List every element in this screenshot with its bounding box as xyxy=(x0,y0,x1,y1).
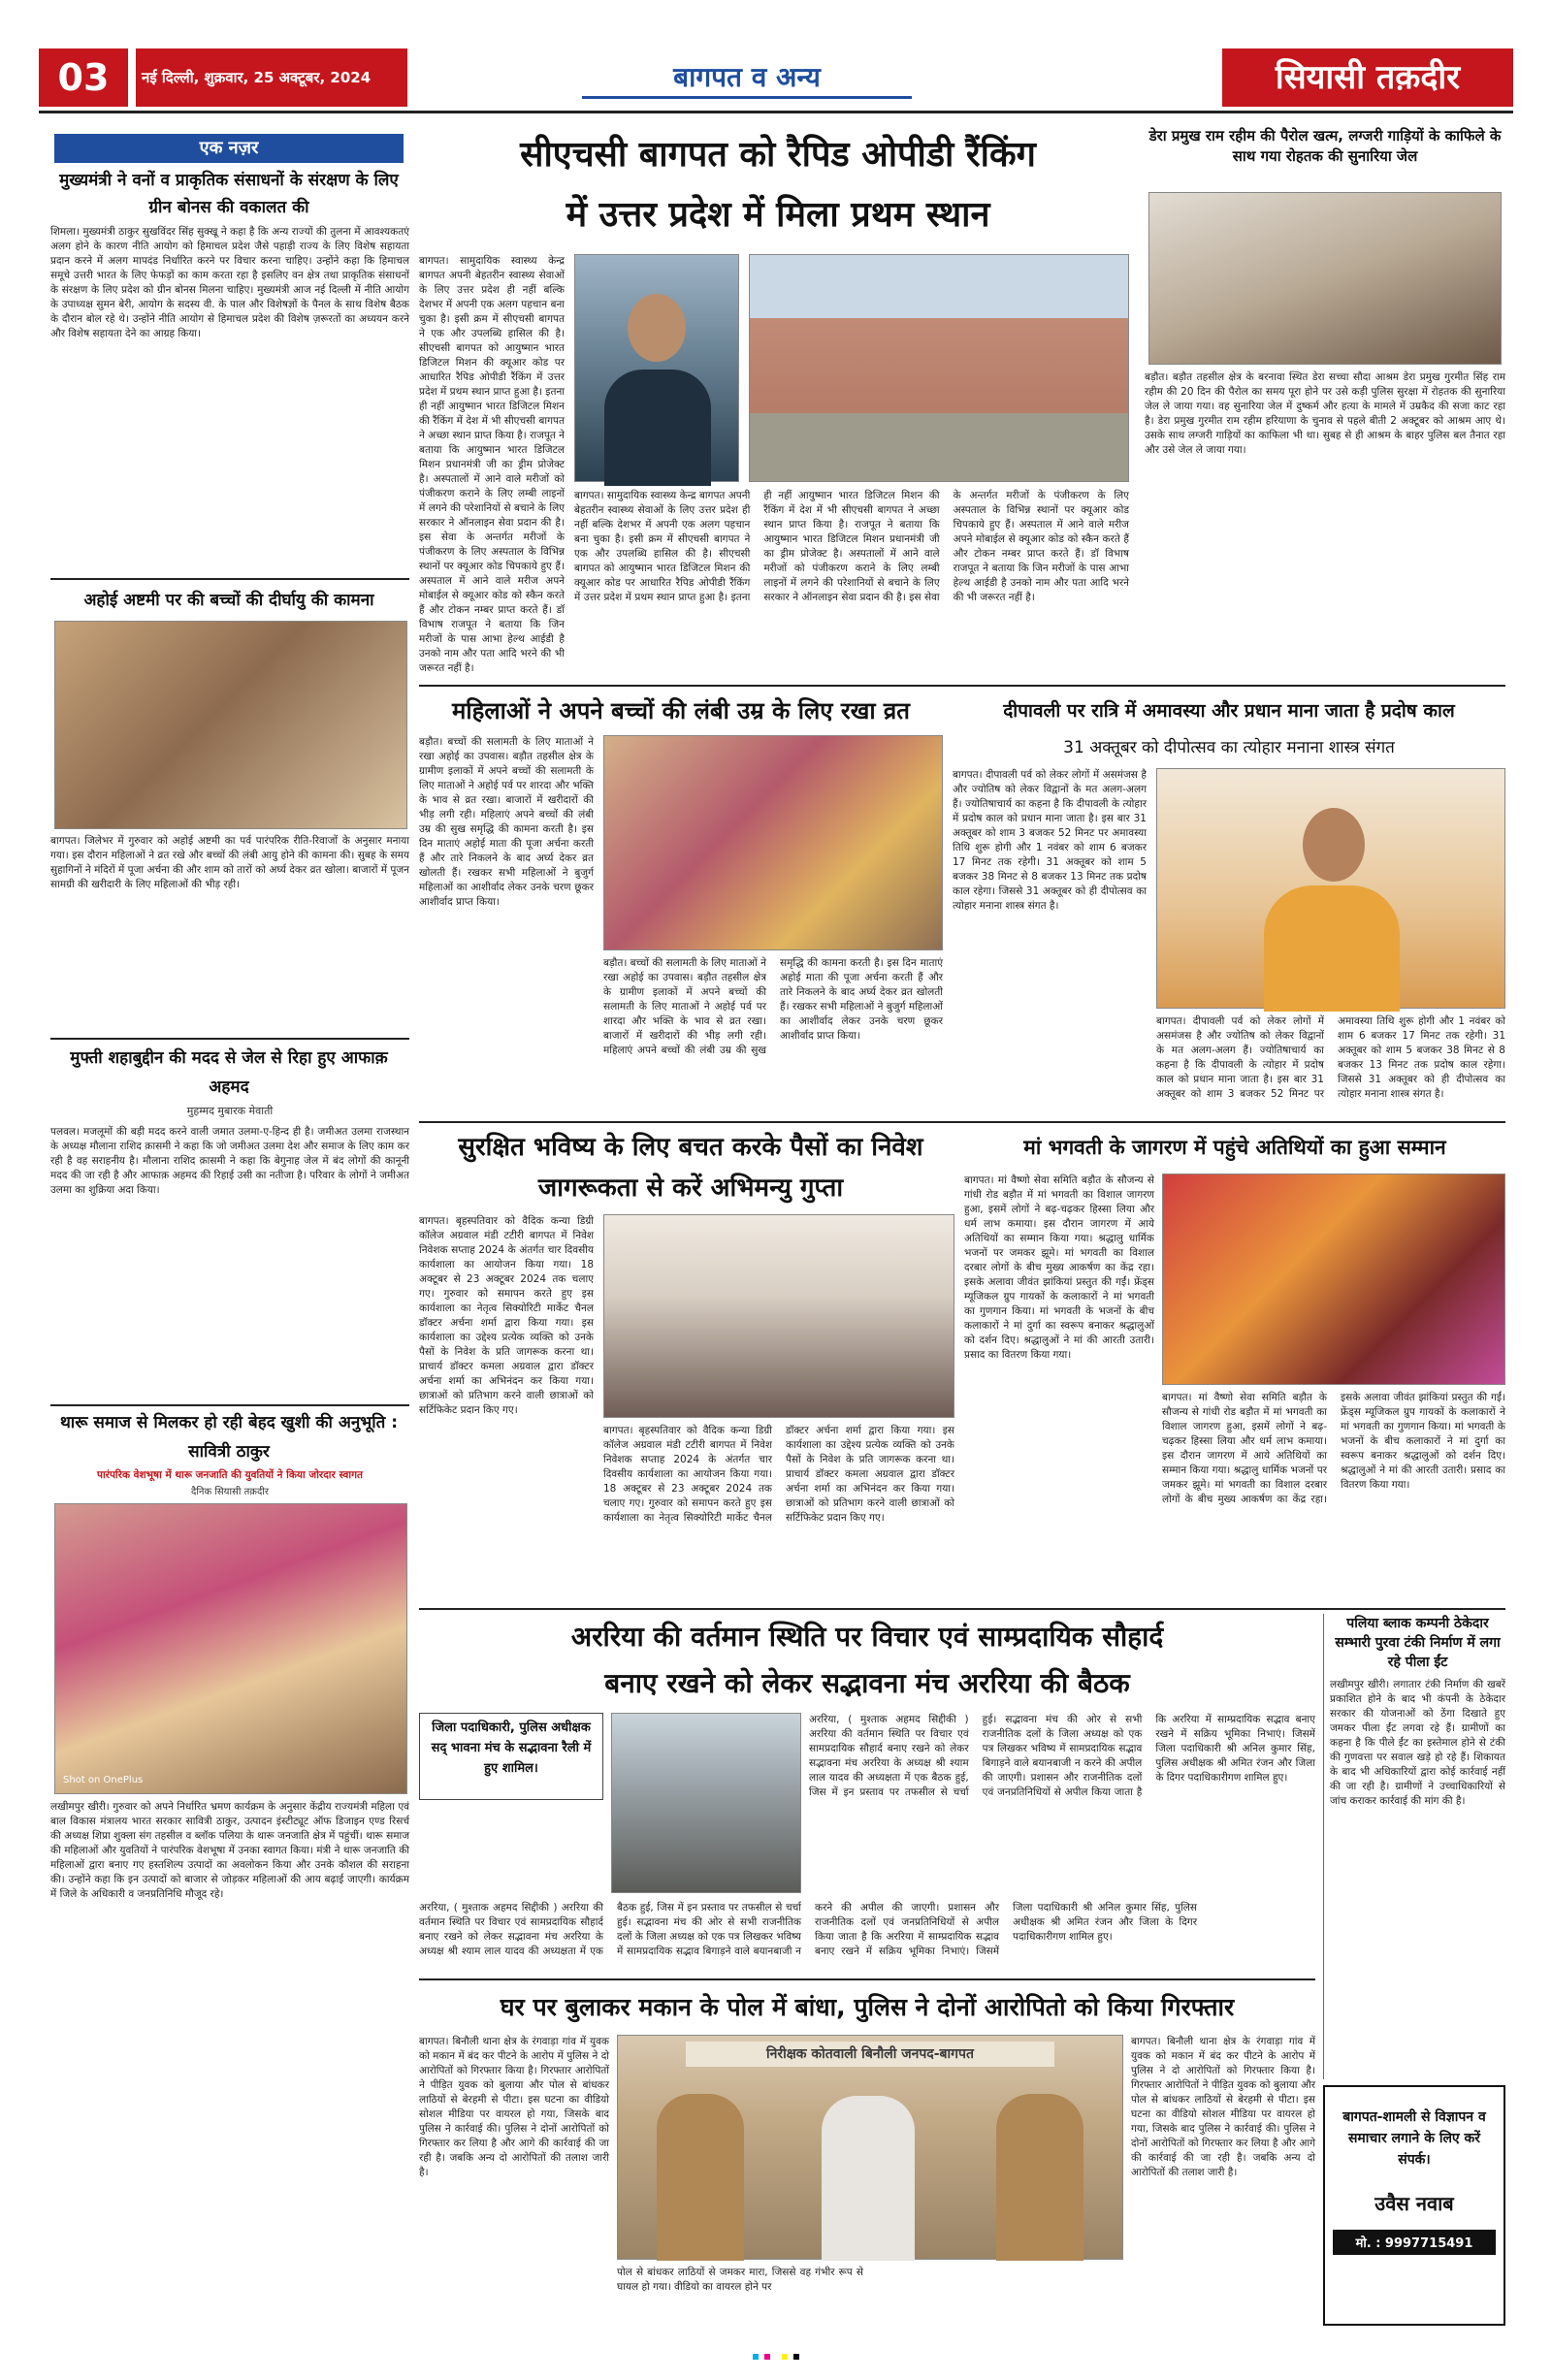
vrat-body: बड़ौत। बच्चों की सलामती के लिए माताओं ने रखा अहोई का उपवास। बड़ौत तहसील क्षेत्र के ग्रामीण इलाकों में अपने बच्चों की सलामती के लिए माताओं ने अहोई पर्व पर शारदा और भक्ति के भाव से व्रत रखा। बाजारों में खरीदारों की भीड़ लगी रही। महिलाएं अपने बच्चों की लंबी उम्र की सुख समृद्धि की कामना करती है। इस दिन माताएं अहोई माता की पूजा अर्चना करती हैं और तारे निकलने के बाद अर्घ्य देकर व्रत खोलती हैं। रखकर सभी महिलाओं ने बुजुर्ग महिलाओं का आशीर्वाद लेकर उनके चरण छूकर आशीर्वाद प्राप्त किया। xyxy=(603,957,943,1056)
vrat-headline: महिलाओं ने अपने बच्चों की लंबी उम्र के लिए रखा व्रत xyxy=(452,697,910,724)
paliya-headline: पलिया ब्लाक कम्पनी ठेकेदार सम्भारी पुरवा टंकी निर्माण में लगा रहे पीला ईंट xyxy=(1335,1616,1501,1670)
jagran-photo xyxy=(1162,1174,1505,1385)
lead-headline-line1: सीएचसी बागपत को रैपिड ओपीडी रैंकिंग xyxy=(520,135,1036,175)
mufti-byline: मुहम्मद मुबारक मेवाती xyxy=(186,1105,274,1117)
tharu-headline: थारू समाज से मिलकर हो रही बेहद खुशी की अनुभूति : सावित्री ठाकुर xyxy=(59,1413,399,1462)
pradosh-body: बागपत। दीपावली पर्व को लेकर लोगों में असमंजस है और ज्योतिष को लेकर विद्वानों के मत अलग-अलग हैं। ज्योतिषाचार्य का कहना है कि दीपावली के त्योहार में प्रदोष काल को प्रधान माना जाता है। इस बार 31 अक्तूबर को शाम 3 बजकर 52 मिनट पर अमावस्या तिथि शुरू होगी और 1 नवंबर को शाम 6 बजकर 17 मिनट तक रहेगी। 31 अक्तूबर को शाम 5 बजकर 38 मिनट से 8 बजकर 13 मिनट तक प्रदोष काल रहेगा। जिससे 31 अक्तूबर को ही दीपोत्सव का त्योहार मनाना शास्त्र संगत है। xyxy=(1156,1015,1505,1100)
tharu-byline: दैनिक सियासी तक़दीर xyxy=(191,1487,269,1497)
vrat-intro: बड़ौत। बच्चों की सलामती के लिए माताओं ने रखा अहोई का उपवास। बड़ौत तहसील क्षेत्र के ग्रामीण इलाकों में अपने बच्चों की सलामती के लिए माताओं ने अहोई पर्व पर शारदा और भक्ति के भाव से व्रत रखा। बाजारों में खरीदारों की भीड़ लगी रही। महिलाएं अपने बच्चों की लंबी उम्र की सुख समृद्धि की कामना करती है। इस दिन माताएं अहोई माता की पूजा अर्चना करती हैं और तारे निकलने के बाद अर्घ्य देकर व्रत खोलती हैं। रखकर सभी महिलाओं ने बुजुर्ग महिलाओं का आशीर्वाद लेकर उनके चरण छूकर आशीर्वाद प्राप्त किया। xyxy=(419,736,594,908)
pole-intro: बागपत। बिनौली थाना क्षेत्र के रंगवाड़ा गांव में युवक को मकान में बंद कर पीटने के आरोप में पुलिस ने दो आरोपितों को गिरफ्तार किया है। गिरफ्तार आरोपितों ने पीड़ित युवक को बुलाया और पोल से बांधकर लाठियों से बेरहमी से पीटा। इस घटना का वीडियो सोशल मीडिया पर वायरल हो गया, जिसके बाद पुलिस ने कार्रवाई की। पुलिस ने दोनों आरोपितों को गिरफ्तार कर लिया है और आगे की कार्रवाई की जा रही है। जबकि अन्य दो आरोपितों की तलाश जारी है। xyxy=(419,2036,609,2178)
contact-box xyxy=(1323,2085,1505,2326)
ram-rahim-photo xyxy=(1148,192,1502,365)
pradosh-headline: दीपावली पर रात्रि में अमावस्या और प्रधान माना जाता है प्रदोष काल xyxy=(1003,700,1455,722)
divider xyxy=(419,685,1505,687)
lead-body: बागपत। सामुदायिक स्वास्थ्य केन्द्र बागपत अपनी बेहतरीन स्वास्थ्य सेवाओं के लिए उत्तर प्रदेश ही नहीं बल्कि देशभर में अपनी एक अलग पहचान बना चुका है। इसी क्रम में सीएचसी बागपत ने एक और उपलब्धि हासिल की है। सीएचसी बागपत को आयुष्मान भारत डिजिटल मिशन की क्यूआर कोड पर आधारित रैपिड ओपीडी रैंकिंग में उत्तर प्रदेश में प्रथम स्थान प्राप्त हुआ है। इतना ही नहीं आयुष्मान भारत डिजिटल मिशन की रैंकिंग में देश में भी सीएचसी बागपत ने अच्छा स्थान प्राप्त किया है। राजपूत ने बताया कि आयुष्मान भारत डिजिटल मिशन प्रधानमंत्री जी का ड्रीम प्रोजेक्ट है। अस्पतालों में आने वाले मरीजों को पंजीकरण कराने के लिए लम्बी लाइनों में लगने की परेशानियों से बचाने के लिए सरकार ने ऑनलाइन सेवा प्रदान की है। इस सेवा के अन्तर्गत मरीजों के पंजीकरण के लिए अस्पताल के विभिन्न स्थानों पर क्यूआर कोड चिपकाये हुए हैं। अस्पताल में आने वाले मरीज अपने मोबाईल से क्यूआर कोड को स्कैन करते हैं और टोकन नम्बर प्राप्त करते हैं। डॉ विभाष राजपूत ने बताया कि जिन मरीजों के पास आभा हेल्थ आईडी है उनको नाम और पता आदि भरने की भी जरूरत नहीं है। xyxy=(574,490,1129,603)
pole-headline: घर पर बुलाकर मकान के पोल में बांधा, पुलिस ने दोनों आरोपितो को किया गिरफ्तार xyxy=(500,1993,1235,2021)
rally-photo xyxy=(611,1713,801,1893)
pole-body: बागपत। बिनौली थाना क्षेत्र के रंगवाड़ा गांव में युवक को मकान में बंद कर पीटने के आरोप में पुलिस ने दो आरोपितों को गिरफ्तार किया है। गिरफ्तार आरोपितों ने पीड़ित युवक को बुलाया और पोल से बांधकर लाठियों से बेरहमी से पीटा। इस घटना का वीडियो सोशल मीडिया पर वायरल हो गया, जिसके बाद पुलिस ने कार्रवाई की। पुलिस ने दोनों आरोपितों को गिरफ्तार कर लिया है और आगे की कार्रवाई की जा रही है। जबकि अन्य दो आरोपितों की तलाश जारी है। xyxy=(1131,2036,1315,2178)
photo-watermark: Shot on OnePlus xyxy=(63,1775,144,1785)
divider xyxy=(50,1038,409,1040)
ashtami-photo xyxy=(54,621,407,829)
police-station-banner: निरीक्षक कोतवाली बिनौली जनपद-बागपत xyxy=(686,2042,1054,2067)
pradosh-subtitle: 31 अक्तूबर को दीपोत्सव का त्योहार मनाना शास्त्र संगत xyxy=(1063,738,1395,757)
araria-body-lower: अररिया, ( मुश्ताक अहमद सिद्दीकी ) अररिया की वर्तमान स्थिति पर विचार एवं सामप्रदायिक सौहार्द बनाए रखने को लेकर सद्भावना मंच अररिया के अध्यक्ष श्री श्याम लाल यादव की अध्यक्षता में एक बैठक हुई, जिस में इन प्रस्ताव पर तफसील से चर्चा हुई। सद्भावना मंच की ओर से सभी राजनीतिक दलों के जिला अध्यक्ष को एक पत्र लिखकर भविष्य में सामप्रदायिक सद्भाव बिगाड़ने वाले बयानबाजी न करने की अपील की जाएगी। प्रशासन और राजनीतिक दलों एवं जनप्रतिनिधियों से अपील किया जाता है कि अररिया में साम्प्रदायिक सद्भाव बनाए रखने में सक्रिय भूमिका निभाएं। जिसमें जिला पदाधिकारी श्री अनिल कुमार सिंह, पुलिस अधीक्षक श्री अमित रंजन और जिला के दिगर पदाधिकारीगण शामिल हुए। xyxy=(419,1902,1197,1957)
contact-mobile: मो. : 9997715491 xyxy=(1333,2230,1496,2255)
pole-caption: पोल से बांधकर लाठियों से जमकर मारा, जिससे वह गंभीर रूप से घायल हो गया। वीडियो का वायरल होने पर xyxy=(617,2267,863,2293)
ek-nazar-label: एक नज़र xyxy=(54,134,404,163)
ashtami-body: बागपत। जिलेभर में गुरुवार को अहोई अष्टमी का पर्व पारंपरिक रीति-रिवाजों के अनुसार मनाया गया। इस दौरान महिलाओं ने व्रत रखे और बच्चों की लंबी आयु होने की कामना की। सुबह के समय सुहागिनों ने मंदिरों में पूजा अर्चना की और शाम को तारों को अर्घ्य देकर व्रत खोला। बाजारों में पूजन सामग्री की खरीदारी के लिए महिलाओं की भीड़ रही। xyxy=(50,835,409,890)
contact-name: उवैस नवाब xyxy=(1374,2192,1454,2215)
tharu-photo xyxy=(54,1503,407,1794)
ram-rahim-headline: डेरा प्रमुख राम रहीम की पैरोल खत्म, लग्जरी गाड़ियों के काफिले के साथ गया रोहतक की सुनारिया जेल xyxy=(1148,127,1502,165)
header-bar xyxy=(39,48,1513,107)
paliya-box xyxy=(1323,1614,1505,2079)
page-number: 03 xyxy=(39,48,128,107)
divider xyxy=(419,1978,1315,1980)
section-title: बागपत व अन्य xyxy=(582,56,912,99)
cm-story-headline: मुख्यमंत्री ने वनों व प्राकृतिक संसाधनों के संरक्षण के लिए ग्रीन बोनस की वकालत की xyxy=(59,171,399,217)
seminar-photo xyxy=(603,1214,954,1418)
araria-headline-line2: बनाए रखने को लेकर सद्भावना मंच अररिया की बैठक xyxy=(604,1667,1130,1699)
header-rule xyxy=(39,111,1513,113)
divider xyxy=(50,1404,409,1406)
bachat-body: बागपत। बृहस्पतिवार को वैदिक कन्या डिग्री कॉलेज अग्रवाल मंडी टटीरी बागपत में निवेश निवेशक सप्ताह 2024 के अंतर्गत चार दिवसीय कार्यशाला का आयोजन किया गया। 18 अक्टूबर से 23 अक्टूबर 2024 तक चलाए गए। गुरुवार को समापन करते हुए इस कार्यशाला का नेतृत्व सिक्योरिटी मार्केट चैनल डॉक्टर अर्चना शर्मा द्वारा किया गया। इस कार्यशाला का उद्देश्य प्रत्येक व्यक्ति को उनके पैसों के निवेश के प्रति जागरूक करना था। प्राचार्य डॉक्टर कमला अग्रवाल द्वारा डॉक्टर अर्चना शर्मा का अभिनंदन कर किया गया। छात्राओं को प्रतिभाग करने वाली छात्राओं को सर्टिफिकेट प्रदान किए गए। xyxy=(603,1425,954,1524)
paliya-body: लखीमपुर खीरी। लगातार टंकी निर्माण की खबरें प्रकाशित होने के बाद भी कंपनी के ठेकेदार सरकार की योजनाओं को ठेंगा दिखाते हुए जमकर पीला ईंट लगवा रहे हैं। ग्रामीणों का कहना है कि पीले ईंट का इस्तेमाल होने से टंकी की गुणवत्ता पर सवाल खड़े हो रहे हैं। शिकायत के बाद भी अधिकारियों द्वारा कोई कार्रवाई नहीं की जा रही है। ग्रामीणों ने उच्चाधिकारियों से जांच कराकर कार्रवाई की मांग की है। xyxy=(1330,1679,1505,1807)
chc-building-photo xyxy=(749,254,1129,482)
cm-story-body: शिमला। मुख्यमंत्री ठाकुर सुखविंदर सिंह सुक्खू ने कहा है कि अन्य राज्यों की तुलना में आवश्यकतएं अलग होने के कारण नीति आयोग को हिमाचल प्रदेश जैसे पहाड़ी राज्य के लिए विशेष सहायता प्रदान करने में अलग मापदंड निर्धारित करने पर विचार करना चाहिए। उन्होंने कहा कि हिमाचल समूचे उत्तरी भारत के लिए फेफड़ों का काम करता रहा है इसलिए वन क्षेत्र तथा प्राकृतिक संसाधनों के संरक्षण के लिए प्रदेश को ग्रीन बोनस मिलना चाहिए। मुख्यमंत्री आज नई दिल्ली में नीति आयोग के उपाध्यक्ष सुमन बेरी, आयोग के सदस्य वी. के पाल और विशेषज्ञों के पैनल के साथ विशेष बैठक के दौरान बोल रहे थे। उन्होंने नीति आयोग से हिमाचल प्रदेश की विशेष ज़रूरतों का अध्ययन करने और विशेष सहायता देने का आग्रह किया। xyxy=(50,226,409,339)
arrest-photo xyxy=(617,2035,1123,2260)
ashtami-headline: अहोई अष्टमी पर की बच्चों की दीर्घायु की कामना xyxy=(83,591,374,610)
print-color-marks xyxy=(39,2345,1513,2364)
lead-intro-column: बागपत। सामुदायिक स्वास्थ्य केन्द्र बागपत अपनी बेहतरीन स्वास्थ्य सेवाओं के लिए उत्तर प्रदेश ही नहीं बल्कि देशभर में अपनी एक अलग पहचान बना चुका है। इसी क्रम में सीएचसी बागपत ने एक और उपलब्धि हासिल की है। सीएचसी बागपत को आयुष्मान भारत डिजिटल मिशन की क्यूआर कोड पर आधारित रैपिड ओपीडी रैंकिंग में उत्तर प्रदेश में प्रथम स्थान प्राप्त हुआ है। इतना ही नहीं आयुष्मान भारत डिजिटल मिशन की रैंकिंग में देश में भी सीएचसी बागपत ने अच्छा स्थान प्राप्त किया है। राजपूत ने बताया कि आयुष्मान भारत डिजिटल मिशन प्रधानमंत्री जी का ड्रीम प्रोजेक्ट है। अस्पतालों में आने वाले मरीजों को पंजीकरण कराने के लिए लम्बी लाइनों में लगने की परेशानियों से बचाने के लिए सरकार ने ऑनलाइन सेवा प्रदान की है। इस सेवा के अन्तर्गत मरीजों के पंजीकरण के लिए अस्पताल के विभिन्न स्थानों पर क्यूआर कोड चिपकाये हुए हैं। अस्पताल में आने वाले मरीज अपने मोबाईल से क्यूआर कोड को स्कैन करते हैं और टोकन नम्बर प्राप्त करते हैं। डॉ विभाष राजपूत ने बताया कि जिन मरीजों के पास आभा हेल्थ आईडी है उनको नाम और पता आदि भरने की भी जरूरत नहीं है। xyxy=(419,255,565,674)
araria-sidebox: जिला पदाधिकारी, पुलिस अधीक्षक सद् भावना मंच के सद्भावना रैली में हुए शामिल। xyxy=(419,1713,603,1800)
jagran-body: बागपत। मां वैष्णो सेवा समिति बड़ौत के सौजन्य से गांधी रोड बड़ौत में मां भगवती का विशाल जागरण हुआ, इसमें लोगों ने बढ़-चढ़कर हिस्सा लिया और धर्म लाभ कमाया। इस दौरान जागरण में आये अतिथियों का सम्मान किया गया। श्रद्धालु धार्मिक भजनों पर जमकर झूमे। मां भगवती का विशाल दरबार लोगों के बीच मुख्य आकर्षण का केंद्र रहा। इसके अलावा जीवंत झांकियां प्रस्तुत की गईं। फ्रेंड्स म्यूजिकल ग्रुप गायकों के कलाकारों ने मां भगवती का गुणगान किया। मां भगवती के भजनों के बीच कलाकारों ने मां दुर्गा का स्वरूप बनाकर श्रद्धालुओं को दर्शन दिए। श्रद्धालुओं ने मां की आरती उतारी। प्रसाद का वितरण किया गया। xyxy=(1162,1392,1505,1505)
contact-text: बागपत-शामली से विज्ञापन व समाचार लगाने के लिए करें संपर्क। xyxy=(1342,2109,1486,2168)
pandit-photo xyxy=(1156,768,1505,1009)
divider xyxy=(419,1121,1505,1123)
mufti-body: पलवल। मजलूमों की बड़ी मदद करने वाली जमात उलमा-ए-हिन्द ही है। जमीअत उलमा राजस्थान के अध्यक्ष मौलाना राशिद क़ासमी ने कहा कि जो जमीअत उलमा देश और समाज के लिए काम कर रही है वह सराहनीय है। मौलाना राशिद क़ासमी ने कहा कि बेगुनाह जेल में बंद लोगों की कानूनी मदद की जा रही है और आफाक़ अहमद की रिहाई उसी का नतीजा है। परिवार के लोगों ने जमीअत उलमा का शुक्रिया अदा किया। xyxy=(50,1126,409,1196)
tharu-body: लखीमपुर खीरी। गुरुवार को अपने निर्धारित भ्रमण कार्यक्रम के अनुसार केंद्रीय राज्यमंत्री महिला एवं बाल विकास मंत्रालय भारत सरकार सावित्री ठाकुर, उत्पादन इंस्टीट्यूट ऑफ डिजाइन एण्ड रिसर्च की अध्यक्ष शिप्रा शुक्ला संग तहसील व ब्लॉक पलिया के थारू जनजाति क्षेत्र में पहुंचीं। थारू समाज की महिलाओं और युवतियों ने पारंपरिक वेशभूषा में उनका स्वागत किया। मंत्री ने थारू जनजाति की महिलाओं द्वारा बनाए गए हस्तशिल्प उत्पादों का अवलोकन किया और उनके कौशल की सराहना की। उन्होंने कहा कि इन उत्पादों को बाजार से जोड़कर महिलाओं की आय बढ़ाई जाएगी। कार्यक्रम में जिले के अधिकारी व जनप्रतिनिधि मौजूद रहे। xyxy=(50,1801,409,1900)
lead-headline-line2: में उत्तर प्रदेश में मिला प्रथम स्थान xyxy=(566,195,990,235)
ram-rahim-body: बड़ौत। बड़ौत तहसील क्षेत्र के बरनावा स्थित डेरा सच्चा सौदा आश्रम डेरा प्रमुख गुरमीत सिंह राम रहीम की 20 दिन की पैरोल का समय पूरा होने पर उसे कड़ी पुलिस सुरक्षा में रोहतक की सुनारिया जेल ले जाया गया। वह सुनारिया जेल में दुष्कर्म और हत्या के मामले में उम्रकैद की सजा काट रहा है। डेरा प्रमुख गुरमीत राम रहीम हरियाणा के चुनाव से पहले बीती 2 अक्टूबर को आश्रम आए थे। उसके साथ लग्जरी गाड़ियों का काफिला भी था। सुबह से ही आश्रम के बाहर पुलिस बल तैनात रहा और उसे जेल ले जाया गया। xyxy=(1145,371,1505,456)
araria-body: अररिया, ( मुश्ताक अहमद सिद्दीकी ) अररिया की वर्तमान स्थिति पर विचार एवं सामप्रदायिक सौहार्द बनाए रखने को लेकर सद्भावना मंच अररिया के अध्यक्ष श्री श्याम लाल यादव की अध्यक्षता में एक बैठक हुई, जिस में इन प्रस्ताव पर तफसील से चर्चा हुई। सद्भावना मंच की ओर से सभी राजनीतिक दलों के जिला अध्यक्ष को एक पत्र लिखकर भविष्य में सामप्रदायिक सद्भाव बिगाड़ने वाले बयानबाजी न करने की अपील की जाएगी। प्रशासन और राजनीतिक दलों एवं जनप्रतिनिधियों से अपील किया जाता है कि अररिया में साम्प्रदायिक सद्भाव बनाए रखने में सक्रिय भूमिका निभाएं। जिसमें जिला पदाधिकारी श्री अनिल कुमार सिंह, पुलिस अधीक्षक श्री अमित रंजन और जिला के दिगर पदाधिकारीगण शामिल हुए। xyxy=(809,1714,1315,1798)
bachat-headline: सुरक्षित भविष्य के लिए बचत करके पैसों का निवेश जागरूकता से करें अभिमन्यु गुप्ता xyxy=(458,1133,923,1203)
masthead: सियासी तक़दीर xyxy=(1222,48,1513,107)
dateline: नई दिल्ली, शुक्रवार, 25 अक्टूबर, 2024 xyxy=(136,48,407,107)
doctor-portrait xyxy=(574,254,739,482)
divider xyxy=(50,578,409,580)
divider xyxy=(419,1608,1505,1610)
mufti-headline: मुफ्ती शहाबुद्दीन की मदद से जेल से रिहा हुए आफाक़ अहमद xyxy=(70,1048,388,1097)
araria-headline-line1: अररिया की वर्तमान स्थिति पर विचार एवं साम्प्रदायिक सौहार्द xyxy=(570,1621,1164,1653)
jagran-headline: मां भगवती के जागरण में पहुंचे अतिथियों का हुआ सम्मान xyxy=(1023,1136,1446,1159)
pradosh-intro: बागपत। दीपावली पर्व को लेकर लोगों में असमंजस है और ज्योतिष को लेकर विद्वानों के मत अलग-अलग हैं। ज्योतिषाचार्य का कहना है कि दीपावली के त्योहार में प्रदोष काल को प्रधान माना जाता है। इस बार 31 अक्तूबर को शाम 3 बजकर 52 मिनट पर अमावस्या तिथि शुरू होगी और 1 नवंबर को शाम 6 बजकर 17 मिनट तक रहेगी। 31 अक्तूबर को शाम 5 बजकर 38 मिनट से 8 बजकर 13 मिनट तक प्रदोष काल रहेगा। जिससे 31 अक्तूबर को ही दीपोत्सव का त्योहार मनाना शास्त्र संगत है। xyxy=(953,769,1147,912)
bachat-intro: बागपत। बृहस्पतिवार को वैदिक कन्या डिग्री कॉलेज अग्रवाल मंडी टटीरी बागपत में निवेश निवेशक सप्ताह 2024 के अंतर्गत चार दिवसीय कार्यशाला का आयोजन किया गया। 18 अक्टूबर से 23 अक्टूबर 2024 तक चलाए गए। गुरुवार को समापन करते हुए इस कार्यशाला का नेतृत्व सिक्योरिटी मार्केट चैनल डॉक्टर अर्चना शर्मा द्वारा किया गया। इस कार्यशाला का उद्देश्य प्रत्येक व्यक्ति को उनके पैसों के निवेश के प्रति जागरूक करना था। प्राचार्य डॉक्टर कमला अग्रवाल द्वारा डॉक्टर अर्चना शर्मा का अभिनंदन कर किया गया। छात्राओं को प्रतिभाग करने वाली छात्राओं को सर्टिफिकेट प्रदान किए गए। xyxy=(419,1215,594,1416)
tharu-subtitle: पारंपरिक वेशभूषा में थारू जनजाति की युवतियों ने किया जोरदार स्वागत xyxy=(96,1469,363,1481)
jagran-intro: बागपत। मां वैष्णो सेवा समिति बड़ौत के सौजन्य से गांधी रोड बड़ौत में मां भगवती का विशाल जागरण हुआ, इसमें लोगों ने बढ़-चढ़कर हिस्सा लिया और धर्म लाभ कमाया। इस दौरान जागरण में आये अतिथियों का सम्मान किया गया। श्रद्धालु धार्मिक भजनों पर जमकर झूमे। मां भगवती का विशाल दरबार लोगों के बीच मुख्य आकर्षण का केंद्र रहा। इसके अलावा जीवंत झांकियां प्रस्तुत की गईं। फ्रेंड्स म्यूजिकल ग्रुप गायकों के कलाकारों ने मां भगवती का गुणगान किया। मां भगवती के भजनों के बीच कलाकारों ने मां दुर्गा का स्वरूप बनाकर श्रद्धालुओं को दर्शन दिए। श्रद्धालुओं ने मां की आरती उतारी। प्रसाद का वितरण किया गया। xyxy=(964,1174,1154,1361)
vrat-photo xyxy=(603,735,943,950)
